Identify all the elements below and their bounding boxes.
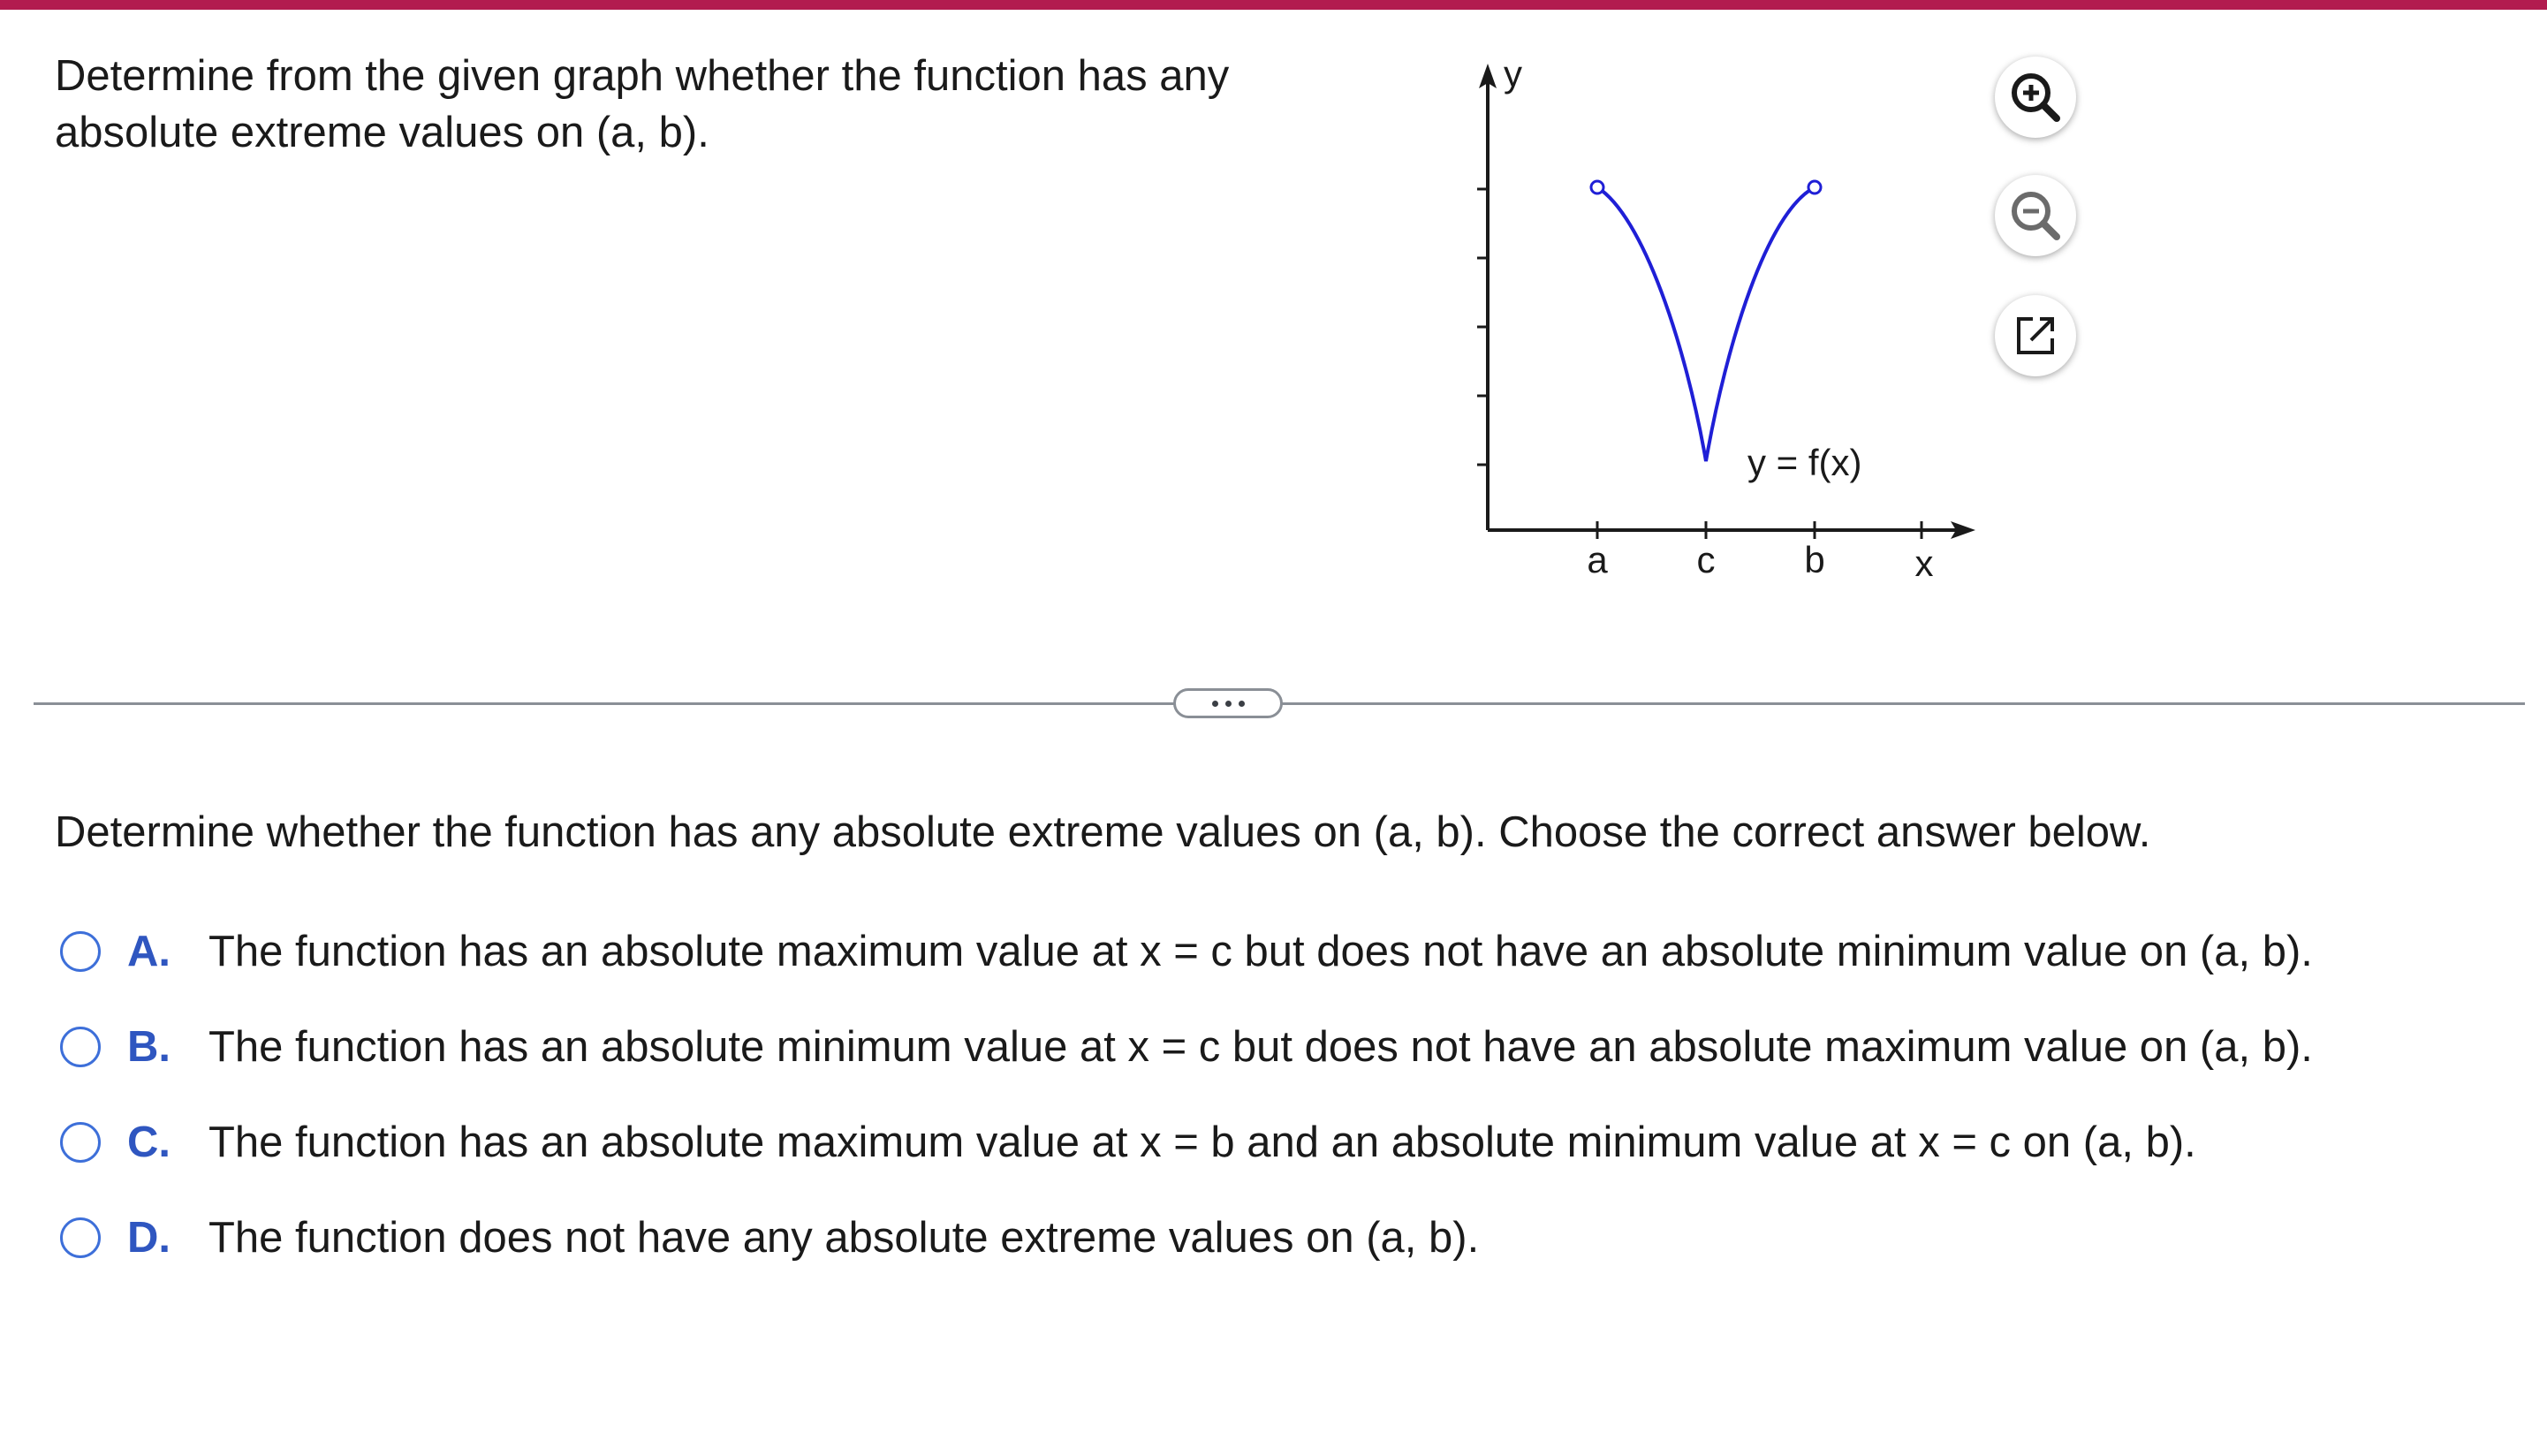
option-d[interactable] xyxy=(60,1210,2313,1266)
more-dot-icon xyxy=(1225,701,1232,707)
zoom-out-icon xyxy=(2007,187,2064,244)
option-text: The function has an absolute maximum value at x = b and an absolute minimum value at x = c on (a, b). xyxy=(208,1119,2196,1166)
option-letter: C. xyxy=(127,1119,171,1166)
radio-option-d[interactable] xyxy=(60,1217,101,1258)
question-text: Determine from the given graph whether the function has any absolute extreme values on (a, b). xyxy=(55,52,1230,156)
function-curve xyxy=(1597,187,1815,461)
option-c[interactable] xyxy=(60,1114,2313,1171)
radio-option-c[interactable] xyxy=(60,1122,101,1163)
tick-label-c: c xyxy=(1696,539,1716,580)
top-accent-bar xyxy=(0,0,2547,10)
option-letter: D. xyxy=(127,1214,171,1262)
option-text: The function has an absolute maximum value at x = c but does not have an absolute minimum value on (a, b). xyxy=(208,928,2313,975)
option-text: The function has an absolute minimum value at x = c but does not have an absolute maximum value on (a, b). xyxy=(208,1023,2313,1071)
zoom-out-button[interactable] xyxy=(1995,175,2076,256)
open-endpoint-a xyxy=(1591,181,1603,193)
expand-more-button[interactable] xyxy=(1173,688,1283,718)
option-letter: A. xyxy=(127,928,171,975)
tick-label-b: b xyxy=(1804,539,1825,580)
answer-prompt: Determine whether the function has any absolute extreme values on (a, b). Choose the correct answer below. xyxy=(55,808,2151,856)
x-axis-label: x xyxy=(1914,542,1934,584)
tick-label-a: a xyxy=(1587,539,1608,580)
zoom-in-button[interactable] xyxy=(1995,57,2076,138)
external-window-icon xyxy=(2012,312,2059,360)
function-graph xyxy=(1458,53,1988,601)
more-dot-icon xyxy=(1239,701,1245,707)
y-axis-label: y xyxy=(1504,53,1522,95)
radio-option-a[interactable] xyxy=(60,931,101,972)
popout-button[interactable] xyxy=(1995,295,2076,376)
answer-options xyxy=(60,923,2313,1305)
option-a[interactable] xyxy=(60,923,2313,980)
option-text: The function does not have any absolute extreme values on (a, b). xyxy=(208,1214,1480,1262)
option-b[interactable] xyxy=(60,1019,2313,1075)
option-letter: B. xyxy=(127,1023,171,1071)
open-endpoint-b xyxy=(1808,181,1821,193)
radio-option-b[interactable] xyxy=(60,1027,101,1067)
zoom-in-icon xyxy=(2007,69,2064,125)
more-dot-icon xyxy=(1212,701,1218,707)
curve-label: y = f(x) xyxy=(1747,442,1862,483)
